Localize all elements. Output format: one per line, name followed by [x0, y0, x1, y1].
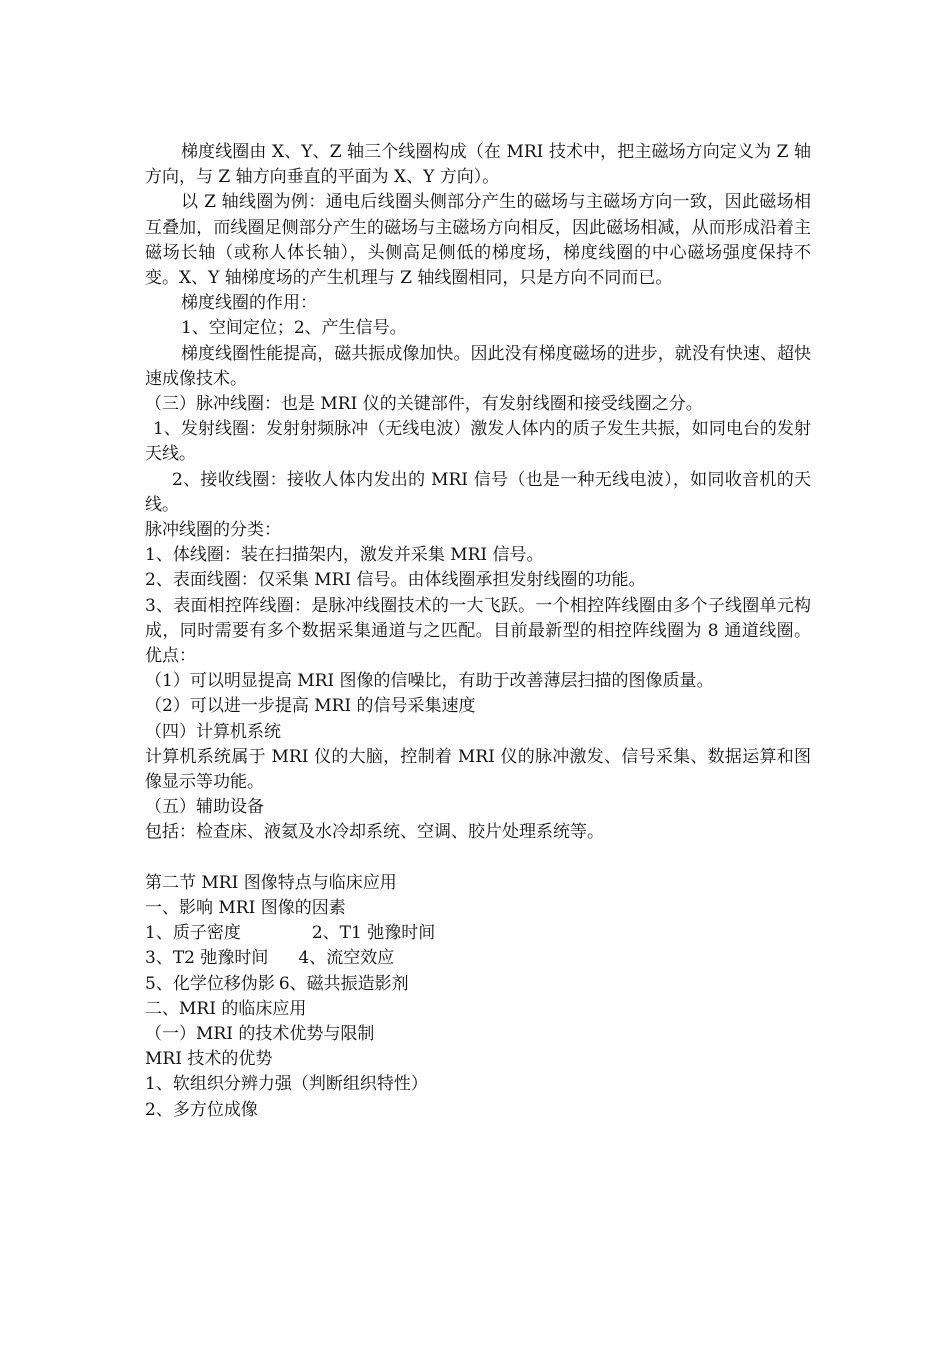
factor-contrast-agent: 6、磁共振造影剂 — [278, 973, 409, 994]
paragraph-z-axis-example: 以 Z 轴线圈为例：通电后线圈头侧部分产生的磁场与主磁场方向一致，因此磁场相互叠加，而线圈足侧部分产生的磁场与主磁场方向相反，因此磁场相减，从而形成沿着主磁场长轴（或称人体长轴），头侧高足侧低的梯度场，梯度线圈的中心磁场强度保持不变。X、Y 轴梯度场的产生机理与 Z 轴线圈相同，只是方向不同而已。 — [145, 192, 811, 289]
blank-line — [145, 846, 811, 871]
document-body — [145, 140, 811, 1123]
factor-chemical-shift: 5、化学位移伪影 — [145, 973, 275, 994]
list-item-multiplanar: 2、多方位成像 — [145, 1099, 258, 1120]
section-title: 第二节 MRI 图像特点与临床应用 — [145, 872, 397, 893]
list-item-soft-tissue: 1、软组织分辨力强（判断组织特性） — [145, 1074, 428, 1095]
list-item-phased-array-coil: 3、表面相控阵线圈：是脉冲线圈技术的一大飞跃。一个相控阵线圈由多个子线圈单元构成，同时需要有多个数据采集通道与之匹配。目前最新型的相控阵线圈为 8 通道线圈。优点： — [145, 595, 811, 667]
factor-t1-relaxation: 2、T1 弛豫时间 — [311, 923, 436, 944]
factor-row-2 — [145, 946, 811, 971]
paragraph-gradient-coil-functions: 1、空间定位；2、产生信号。 — [181, 318, 407, 339]
heading-clinical-application: 二、MRI 的临床应用 — [145, 998, 307, 1019]
list-item-advantage-1: （1）可以明显提高 MRI 图像的信噪比，有助于改善薄层扫描的图像质量。 — [145, 671, 714, 692]
paragraph-gradient-coil-composition: 梯度线圈由 X、Y、Z 轴三个线圈构成（在 MRI 技术中，把主磁场方向定义为 Z 轴方向，与 Z 轴方向垂直的平面为 X、Y 方向）。 — [145, 142, 811, 188]
heading-advantages-limitations: （一）MRI 的技术优势与限制 — [145, 1023, 375, 1044]
factor-row-3 — [145, 972, 811, 997]
heading-computer-system: （四）计算机系统 — [145, 721, 281, 742]
paragraph-auxiliary-equipment: 包括：检查床、液氦及水冷却系统、空调、胶片处理系统等。 — [145, 822, 604, 843]
paragraph-gradient-coil-function-heading: 梯度线圈的作用： — [181, 293, 317, 314]
paragraph-receive-coil: 2、接收线圈：接收人体内发出的 MRI 信号（也是一种无线电波），如同收音机的天线。 — [145, 469, 811, 515]
paragraph-computer-system: 计算机系统属于 MRI 仪的大脑，控制着 MRI 仪的脉冲激发、信号采集、数据运算和图像显示等功能。 — [145, 746, 811, 793]
paragraph-gradient-performance: 梯度线圈性能提高，磁共振成像加快。因此没有梯度磁场的进步，就没有快速、超快速成像技术。 — [145, 343, 811, 389]
heading-mri-advantages: MRI 技术的优势 — [145, 1049, 273, 1070]
list-item-surface-coil: 2、表面线圈：仅采集 MRI 信号。由体线圈承担发射线圈的功能。 — [145, 570, 646, 591]
paragraph-transmit-coil: 1、发射线圈：发射射频脉冲（无线电波）激发人体内的质子发生共振，如同电台的发射天线。 — [145, 419, 811, 465]
heading-auxiliary-equipment: （五）辅助设备 — [145, 797, 264, 818]
heading-mri-image-factors: 一、影响 MRI 图像的因素 — [145, 897, 346, 918]
factor-row-1 — [145, 921, 811, 946]
factor-proton-density: 1、质子密度 — [145, 923, 241, 944]
factor-t2-relaxation: 3、T2 弛豫时间 — [145, 948, 269, 969]
list-item-body-coil: 1、体线圈：装在扫描架内，激发并采集 MRI 信号。 — [145, 545, 544, 566]
heading-pulse-coil-classification: 脉冲线圈的分类： — [145, 520, 281, 541]
factor-flow-void: 4、流空效应 — [298, 948, 395, 969]
heading-pulse-coil: （三）脉冲线圈：也是 MRI 仪的关键部件，有发射线圈和接受线圈之分。 — [145, 394, 703, 415]
list-item-advantage-2: （2）可以进一步提高 MRI 的信号采集速度 — [145, 696, 476, 717]
